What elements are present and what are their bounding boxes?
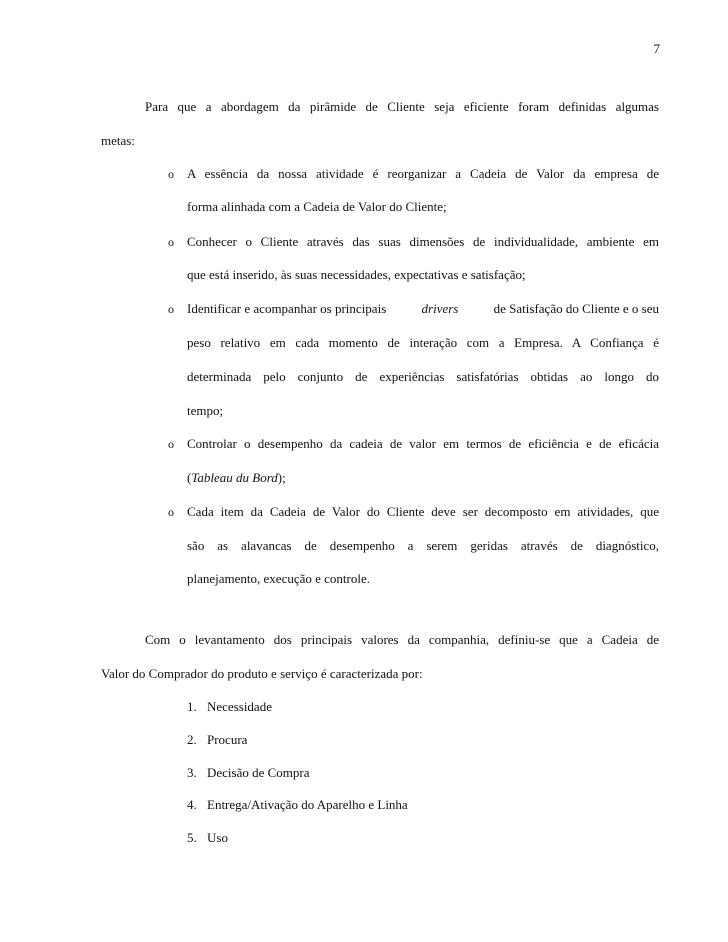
- list-number: 3.: [187, 765, 197, 780]
- paragraph-line: Valor do Comprador do produto e serviço é caracterizada por:: [101, 666, 423, 681]
- bullet-text-line: [187, 301, 659, 317]
- bullet-text-line: são as alavancas de desempenho a serem geridas através de diagnóstico,: [187, 538, 659, 553]
- list-item: Decisão de Compra: [207, 765, 310, 780]
- bullet-text-line: [187, 470, 286, 486]
- bullet-text-line: forma alinhada com a Cadeia de Valor do Cliente;: [187, 199, 447, 214]
- bullet-text-line: Controlar o desempenho da cadeia de valor em termos de eficiência e de eficácia: [187, 436, 659, 451]
- bullet-marker: o: [168, 437, 174, 451]
- bullet-text-italic: drivers: [421, 301, 459, 316]
- list-number: 4.: [187, 797, 197, 812]
- page-number: 7: [653, 41, 660, 56]
- bullet-text-segment: de Satisfação do Cliente e o seu: [493, 301, 659, 316]
- paragraph-line: Com o levantamento dos principais valores da companhia, definiu-se que a Cadeia de: [145, 632, 659, 647]
- bullet-text-line: Cada item da Cadeia de Valor do Cliente deve ser decomposto em atividades, que: [187, 504, 659, 519]
- bullet-marker: o: [168, 167, 174, 181]
- bullet-marker: o: [168, 302, 174, 316]
- bullet-text-line: Conhecer o Cliente através das suas dimensões de individualidade, ambiente em: [187, 234, 659, 249]
- paren-open: (: [187, 470, 192, 485]
- list-number: 2.: [187, 732, 197, 747]
- paren-close: );: [277, 470, 286, 485]
- list-number: 1.: [187, 699, 197, 714]
- bullet-text-line: planejamento, execução e controle.: [187, 571, 370, 586]
- bullet-text-line: que está inserido, às suas necessidades, expectativas e satisfação;: [187, 267, 526, 282]
- bullet-text-segment: Identificar e acompanhar os principais: [187, 301, 387, 316]
- list-number: 5.: [187, 830, 197, 845]
- bullet-text-line: determinada pelo conjunto de experiências satisfatórias obtidas ao longo do: [187, 369, 659, 384]
- bullet-marker: o: [168, 505, 174, 519]
- paragraph-line: Para que a abordagem da pirâmide de Cliente seja eficiente foram definidas algumas: [145, 99, 659, 114]
- list-item: Entrega/Ativação do Aparelho e Linha: [207, 797, 408, 812]
- bullet-text-italic: Tableau du Bord: [191, 470, 278, 485]
- bullet-text-line: tempo;: [187, 403, 224, 418]
- bullet-text-line: peso relativo em cada momento de interação com a Empresa. A Confiança é: [187, 335, 659, 350]
- paragraph-line: metas:: [101, 133, 135, 148]
- bullet-text-line: A essência da nossa atividade é reorganizar a Cadeia de Valor da empresa de: [187, 166, 659, 181]
- list-item: Uso: [207, 830, 228, 845]
- bullet-marker: o: [168, 235, 174, 249]
- list-item: Procura: [207, 732, 248, 747]
- list-item: Necessidade: [207, 699, 272, 714]
